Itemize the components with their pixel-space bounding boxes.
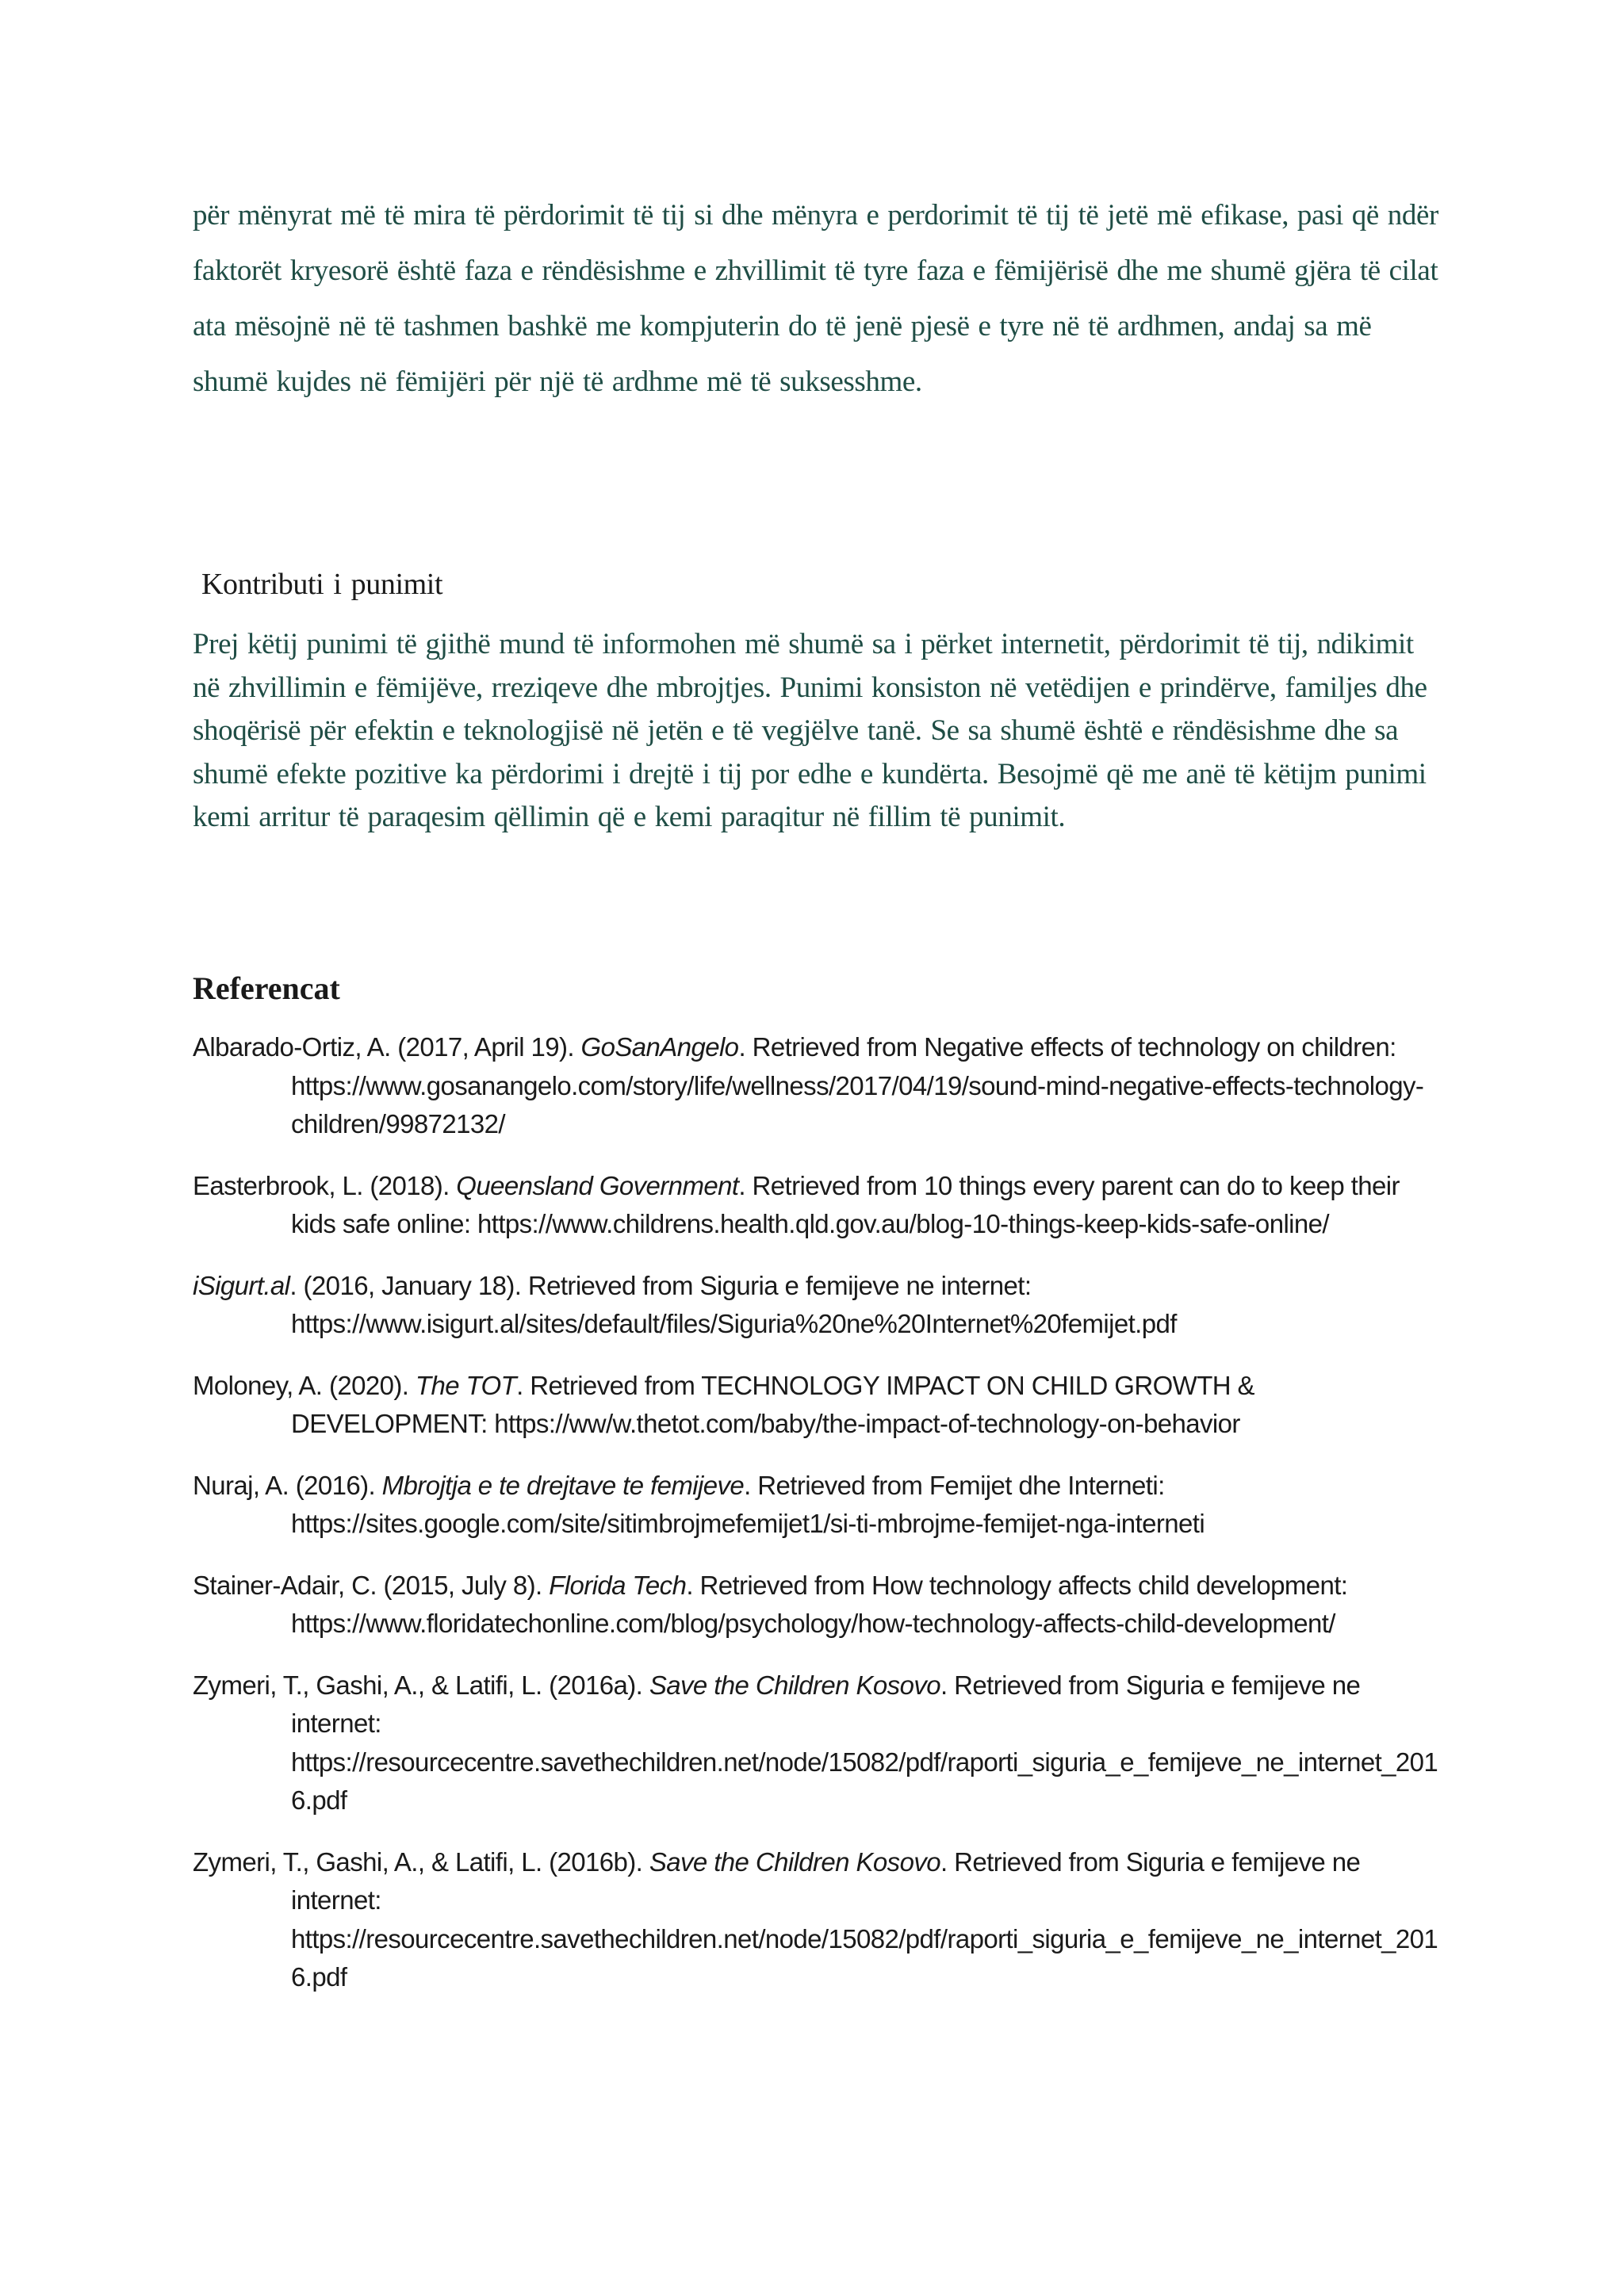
reference-url[interactable]: https://sites.google.com/site/sitimbrojmefemijet1/si-ti-mbrojme-femijet-nga-interneti (291, 1509, 1205, 1538)
reference-author: Nuraj, A. (2016). (193, 1470, 382, 1500)
reference-item (193, 1367, 1446, 1444)
reference-item (193, 1167, 1446, 1244)
reference-source: GoSanAngelo (580, 1032, 739, 1062)
reference-source: iSigurt.al (193, 1270, 290, 1300)
reference-details: . Retrieved from Femijet dhe Interneti: (744, 1470, 1165, 1500)
reference-details: . Retrieved from How technology affects child development: (686, 1570, 1348, 1600)
reference-author: Albarado-Ortiz, A. (2017, April 19). (193, 1032, 581, 1062)
reference-url[interactable]: https://resourcecentre.savethechildren.net/node/15082/pdf/raporti_siguria_e_femijeve_ne_internet_2016.pdf (291, 1923, 1438, 1992)
reference-details: . Retrieved from TECHNOLOGY IMPACT ON CHILD GROWTH & DEVELOPMENT: (291, 1370, 1254, 1438)
reference-item (193, 1667, 1446, 1820)
reference-url[interactable]: https://ww/w.thetot.com/baby/the-impact-of-technology-on-behavior (494, 1409, 1240, 1438)
reference-url[interactable]: https://www.childrens.health.qld.gov.au/blog-10-things-keep-kids-safe-online/ (477, 1209, 1329, 1238)
reference-details: . (2016, January 18). Retrieved from Siguria e femijeve ne internet: (289, 1270, 1032, 1300)
contribution-paragraph: Prej këtij punimi të gjithë mund të informohen më shumë sa i përket internetit, përdorimit të tij, ndikimit në zhvillimin e fëmijëve, rreziqeve dhe mbrojtjes. Punimi konsiston në vetëdijen e prindërve, familjes dhe shoqërisë për efektin e teknologjisë në jetën e të vegjëlve tanë. Se sa shumë është e rëndësishme dhe sa shumë efekte pozitive ka përdorimi i drejtë i tij por edhe e kundërta. Besojmë që me anë të këtijm punimi kemi arritur të paraqesim qëllimin që e kemi paraqitur në fillim të punimit. (193, 628, 1427, 833)
reference-author: Zymeri, T., Gashi, A., & Latifi, L. (2016a). (193, 1670, 649, 1700)
reference-source: The TOT (415, 1370, 517, 1400)
reference-author: Stainer-Adair, C. (2015, July 8). (193, 1570, 550, 1600)
contribution-heading: Kontributi i punimit (201, 568, 443, 601)
reference-details: . Retrieved from Siguria e femijeve ne internet: (291, 1846, 1361, 1915)
reference-author: Zymeri, T., Gashi, A., & Latifi, L. (2016b). (193, 1846, 649, 1877)
reference-item (193, 1467, 1446, 1544)
reference-item (193, 1843, 1446, 1997)
reference-source: Mbrojtja e te drejtave te femijeve (381, 1470, 745, 1500)
reference-url[interactable]: https://resourcecentre.savethechildren.net/node/15082/pdf/raporti_siguria_e_femijeve_ne_internet_2016.pdf (291, 1747, 1438, 1815)
reference-details: . Retrieved from Negative effects of technology on children: (738, 1032, 1396, 1062)
reference-source: Save the Children Kosovo (649, 1846, 940, 1877)
reference-author: Easterbrook, L. (2018). (193, 1170, 457, 1200)
reference-url[interactable]: https://www.gosanangelo.com/story/life/wellness/2017/04/19/sound-mind-negative-effects-technology-children/99872132/ (291, 1070, 1424, 1138)
references-heading: Referencat (193, 970, 340, 1006)
reference-item (193, 1567, 1446, 1644)
reference-details: . Retrieved from 10 things every parent can do to keep their kids safe online: (291, 1170, 1400, 1238)
reference-item (193, 1267, 1446, 1344)
intro-paragraph: për mënyrat më të mira të përdorimit të tij si dhe mënyra e perdorimit të tij të jetë më efikase, pasi që ndër faktorët kryesorë është faza e rëndësishme e zhvillimit të tyre faza e fëmijërisë dhe me shumë gjëra të cilat ata mësojnë në të tashmen bashkë me kompjuterin do të jenë pjesë e tyre në të ardhmen, andaj sa më shumë kujdes në fëmijëri për një të ardhme më të suksesshme. (193, 199, 1438, 398)
reference-item (193, 1028, 1446, 1144)
reference-url[interactable]: https://www.floridatechonline.com/blog/psychology/how-technology-affects-child-development/ (291, 1609, 1335, 1638)
reference-list (193, 1028, 1446, 2020)
reference-source: Save the Children Kosovo (649, 1670, 940, 1700)
reference-source: Florida Tech (549, 1570, 687, 1600)
reference-details: . Retrieved from Siguria e femijeve ne internet: (291, 1670, 1361, 1738)
reference-source: Queensland Government (456, 1170, 739, 1200)
reference-url[interactable]: https://www.isigurt.al/sites/default/files/Siguria%20ne%20Internet%20femijet.pdf (291, 1309, 1177, 1338)
reference-author: Moloney, A. (2020). (193, 1370, 416, 1400)
